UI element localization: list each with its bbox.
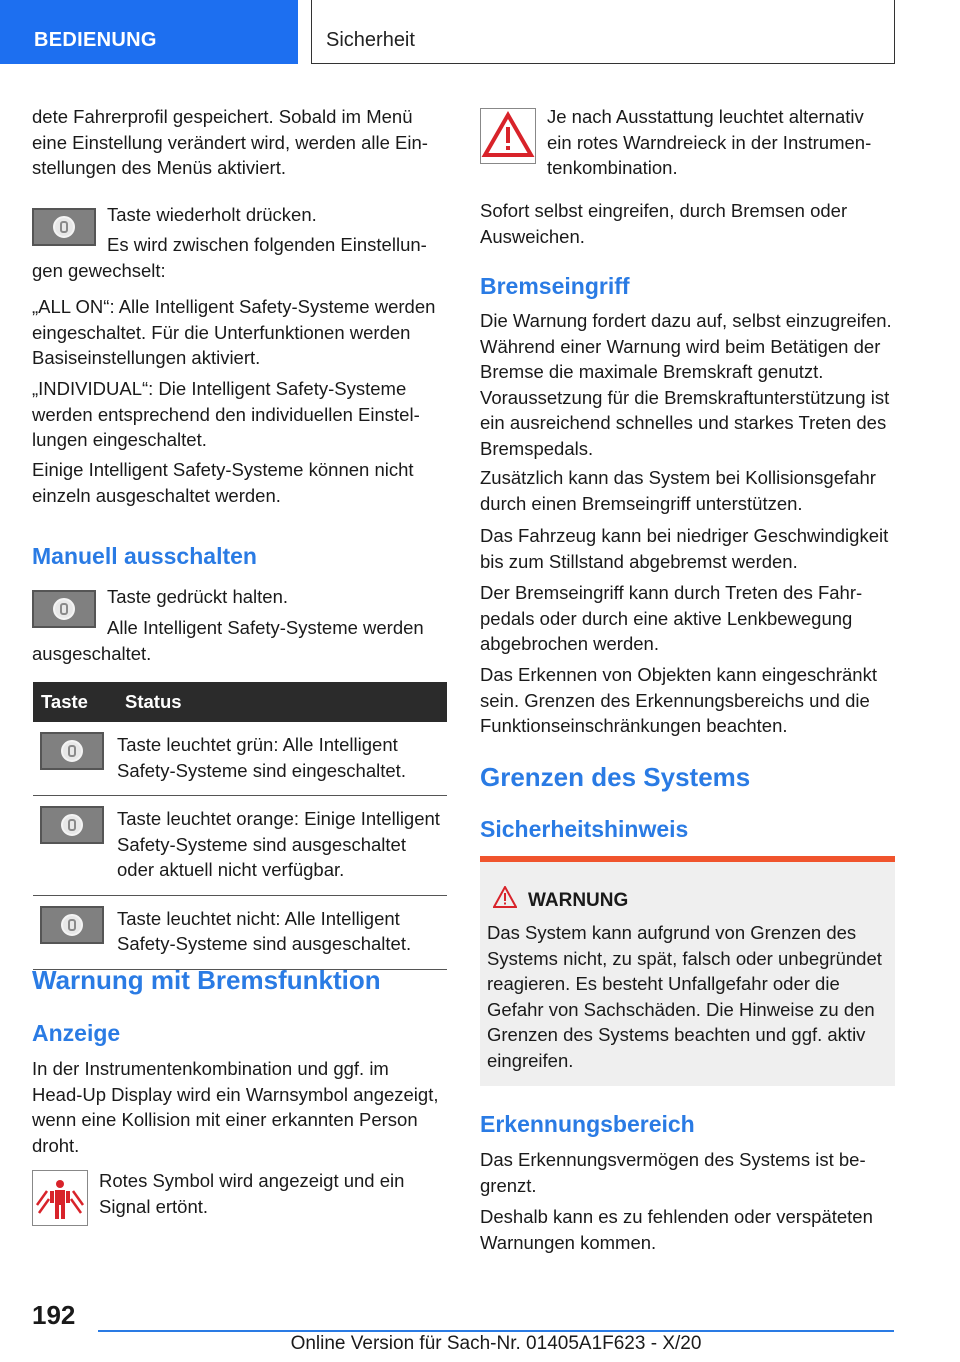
status-cell: Taste leuchtet grün: Alle Intelligent Safety-Systeme sind eingeschaltet. — [117, 722, 447, 796]
brake-intervention-heading: Bremseingriff — [480, 273, 630, 299]
hold-button-text: Taste gedrückt halten. — [107, 586, 288, 607]
footer-divider — [98, 1330, 894, 1332]
section-tab — [0, 0, 298, 64]
brake-text-5: Das Erkennen von Objekten kann eingeschränkt sein. Grenzen des Erkennungsbereichs und die Funktionseinschränkungen beachten. — [480, 664, 877, 736]
table-header-button: Taste — [33, 682, 117, 722]
warning-title: WARNUNG — [528, 890, 629, 911]
press-repeat-text: Taste wiederholt drücken. — [107, 204, 317, 225]
red-symbol-text: Rotes Symbol wird angezeigt und ein Signal ertönt. — [99, 1170, 405, 1217]
warning-triangle-icon — [480, 108, 536, 164]
detection-text-1: Das Erkennungsvermögen des Systems ist begrenzt. — [480, 1149, 866, 1196]
button-status-table — [33, 682, 447, 970]
table-header-status: Status — [117, 682, 447, 722]
safety-note-heading: Sicherheitshinweis — [480, 816, 689, 842]
brake-text-2: Zusätzlich kann das System bei Kollisionsgefahr durch einen Bremseingriff unterstützen. — [480, 467, 876, 514]
intro-paragraph: dete Fahrerprofil gespeichert. Sobald im Menü eine Einstellung verändert wird, werden alle Einstellungen des Menüs aktiviert. — [32, 106, 428, 178]
display-heading: Anzeige — [32, 1020, 121, 1046]
status-cell: Taste leuchtet nicht: Alle Intelligent Safety-Systeme sind ausgeschaltet. — [117, 895, 447, 969]
detection-text-2: Deshalb kann es zu fehlenden oder verspäteten Warnungen kommen. — [480, 1206, 873, 1253]
chapter-title: Sicherheit — [326, 29, 415, 51]
intervene-text: Sofort selbst eingreifen, durch Bremsen oder Ausweichen. — [480, 200, 848, 247]
cannot-disable-text: Einige Intelligent Safety-Systeme können nicht einzeln ausgeschaltet werden. — [32, 459, 414, 506]
table-row — [33, 895, 447, 969]
display-text: In der Instrumentenkombination und ggf. im Head-Up Display wird ein Warnsymbol angezeigt, wenn eine Kollision mit einer erkannten Person droht. — [32, 1058, 439, 1156]
warning-text: Das System kann aufgrund von Grenzen des Systems nicht, zu spät, falsch oder unbegründet reagieren. Es besteht Unfallgefahr oder die Gefahr von Sachschäden. Die Hinweise zu den Grenzen des Systems beachten und ggf. aktiv eingreifen. — [487, 922, 882, 1071]
warning-box — [480, 856, 895, 1086]
warning-icon — [493, 886, 517, 913]
table-row — [33, 796, 447, 896]
section-title: BEDIENUNG — [34, 29, 157, 51]
safety-button-off-icon — [40, 906, 104, 944]
triangle-text: Je nach Ausstattung leuchtet alternativ ein rotes Warndreieck in der Instrumentenkombination. — [547, 106, 872, 178]
online-version-text: Online Version für Sach-Nr. 01405A1F623 - X/20 — [290, 1333, 702, 1354]
switch-between-text: Es wird zwischen folgenden Einstellungen gewechselt: — [32, 234, 427, 281]
safety-button-orange-icon — [40, 806, 104, 844]
all-off-text: Alle Intelligent Safety-Systeme werden ausgeschaltet. — [32, 617, 424, 664]
manual-off-heading: Manuell ausschalten — [32, 543, 257, 569]
status-cell: Taste leuchtet orange: Einige Intelligent Safety-Systeme sind ausgeschaltet oder aktuell nicht verfügbar. — [117, 796, 447, 896]
left-column — [32, 104, 442, 181]
system-limits-heading: Grenzen des Systems — [480, 762, 751, 792]
pedestrian-warning-icon — [32, 1170, 88, 1226]
brake-text-3: Das Fahrzeug kann bei niedriger Geschwindigkeit bis zum Stillstand abgebremst werden. — [480, 525, 889, 572]
safety-button-green-icon — [40, 732, 104, 770]
individual-text: „INDIVIDUAL“: Die Intelligent Safety-Systeme werden entsprechend den individuellen Einstellungen eingeschaltet. — [32, 378, 420, 450]
chapter-tab — [311, 0, 895, 64]
page-number: 192 — [32, 1300, 76, 1330]
table-row — [33, 722, 447, 796]
all-on-text: „ALL ON“: Alle Intelligent Safety-Systeme werden eingeschaltet. Für die Unterfunktionen werden Basiseinstellungen aktiviert. — [32, 296, 436, 368]
brake-text-1: Die Warnung fordert dazu auf, selbst einzugreifen. Während einer Warnung wird beim Betätigen der Bremse die maximale Bremskraft genutzt. Voraussetzung für die Bremskraftunterstützung ist ein ausreichend schnelles und starkes Treten des Bremspedals. — [480, 310, 892, 459]
brake-text-4: Der Bremseingriff kann durch Treten des Fahrpedals oder durch eine aktive Lenkbewegung abgebrochen werden. — [480, 582, 863, 654]
detection-range-heading: Erkennungsbereich — [480, 1111, 695, 1137]
brake-warning-heading: Warnung mit Bremsfunktion — [32, 965, 381, 995]
